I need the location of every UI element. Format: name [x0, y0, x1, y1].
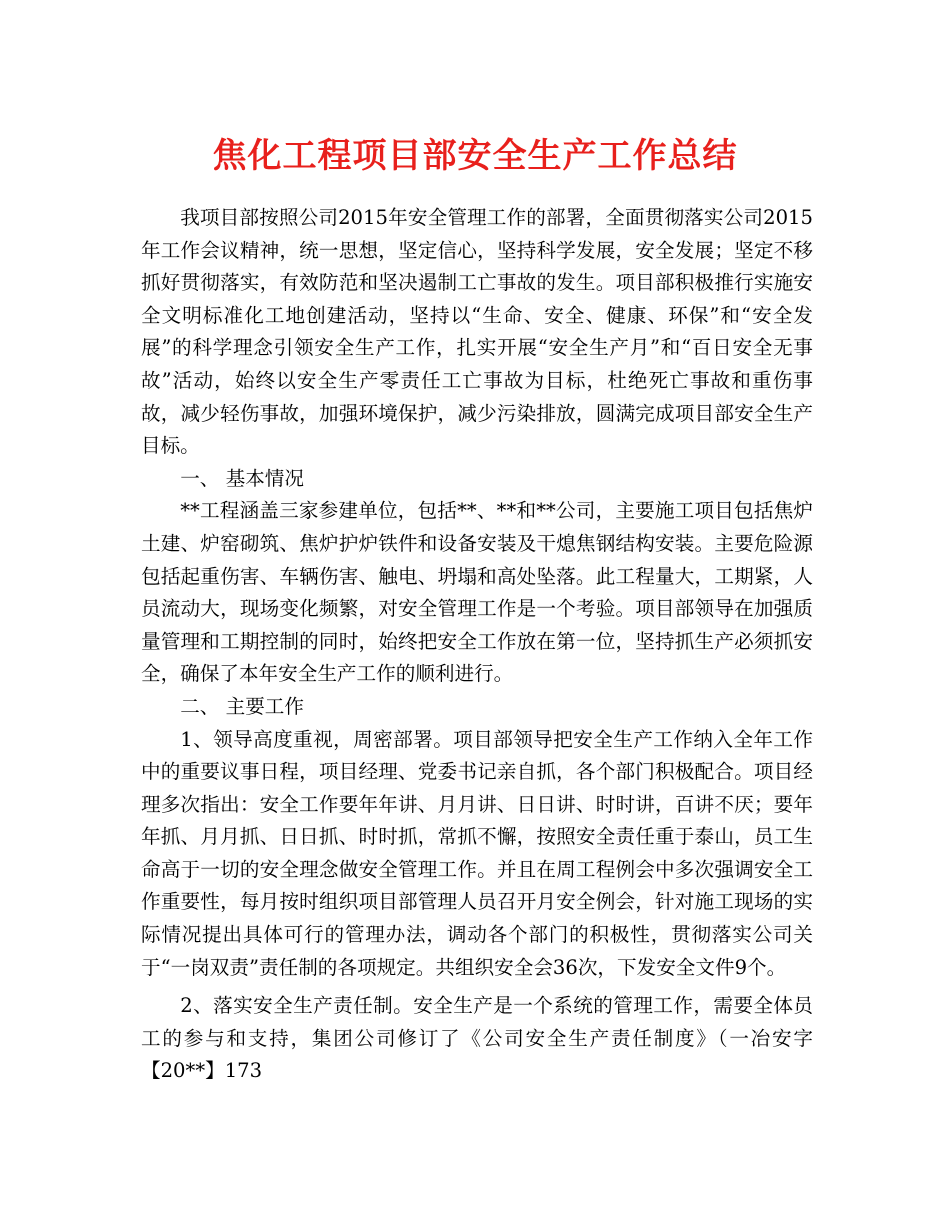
main-work-item-2: 2、落实安全生产责任制。安全生产是一个系统的管理工作，需要全体员工的参与和支持，集团公司修订了《公司安全生产责任制度》（一冶安字【20**】173 [141, 994, 813, 1083]
document-body [141, 202, 813, 1088]
section-heading-basic-situation: 一、 基本情况 [180, 466, 304, 490]
document-title: 焦化工程项目部安全生产工作总结 [212, 136, 738, 176]
main-work-item-1: 1、领导高度重视，周密部署。项目部领导把安全生产工作纳入全年工作中的重要议事日程，项目经理、党委书记亲自抓，各个部门积极配合。项目经理多次指出：安全工作要年年讲、月月讲、日日讲、时时讲，百讲不厌；要年年抓、月月抓、日日抓、时时抓，常抓不懈，按照安全责任重于泰山，员工生命高于一切的安全理念做安全管理工作。并且在周工程例会中多次强调安全工作重要性，每月按时组织项目部管理人员召开月安全例会，针对施工现场的实际情况提出具体可行的管理办法，调动各个部门的积极性，贯彻落实公司关于“一岗双责”责任制的各项规定。共组织安全会36次，下发安全文件9个。 [141, 727, 813, 979]
intro-paragraph: 我项目部按照公司2015年安全管理工作的部署，全面贯彻落实公司2015年工作会议精神，统一思想，坚定信心，坚持科学发展，安全发展；坚定不移抓好贯彻落实，有效防范和坚决遏制工亡事故的发生。项目部积极推行实施安全文明标准化工地创建活动，坚持以“生命、安全、健康、环保”和“安全发展”的科学理念引领安全生产工作，扎实开展“安全生产月”和“百日安全无事故”活动，始终以安全生产零责任工亡事故为目标，杜绝死亡事故和重伤事故，减少轻伤事故，加强环境保护，减少污染排放，圆满完成项目部安全生产目标。 [141, 206, 813, 458]
basic-situation-paragraph: **工程涵盖三家参建单位，包括**、**和**公司，主要施工项目包括焦炉土建、炉窑砌筑、焦炉护炉铁件和设备安装及干熄焦钢结构安装。主要危险源包括起重伤害、车辆伤害、触电、坍塌和高处坠落。此工程量大，工期紧，人员流动大，现场变化频繁，对安全管理工作是一个考验。项目部领导在加强质量管理和工期控制的同时，始终把安全工作放在第一位，坚持抓生产必须抓安全，确保了本年安全生产工作的顺利进行。 [141, 499, 813, 686]
section-heading-main-work: 二、 主要工作 [180, 694, 304, 718]
